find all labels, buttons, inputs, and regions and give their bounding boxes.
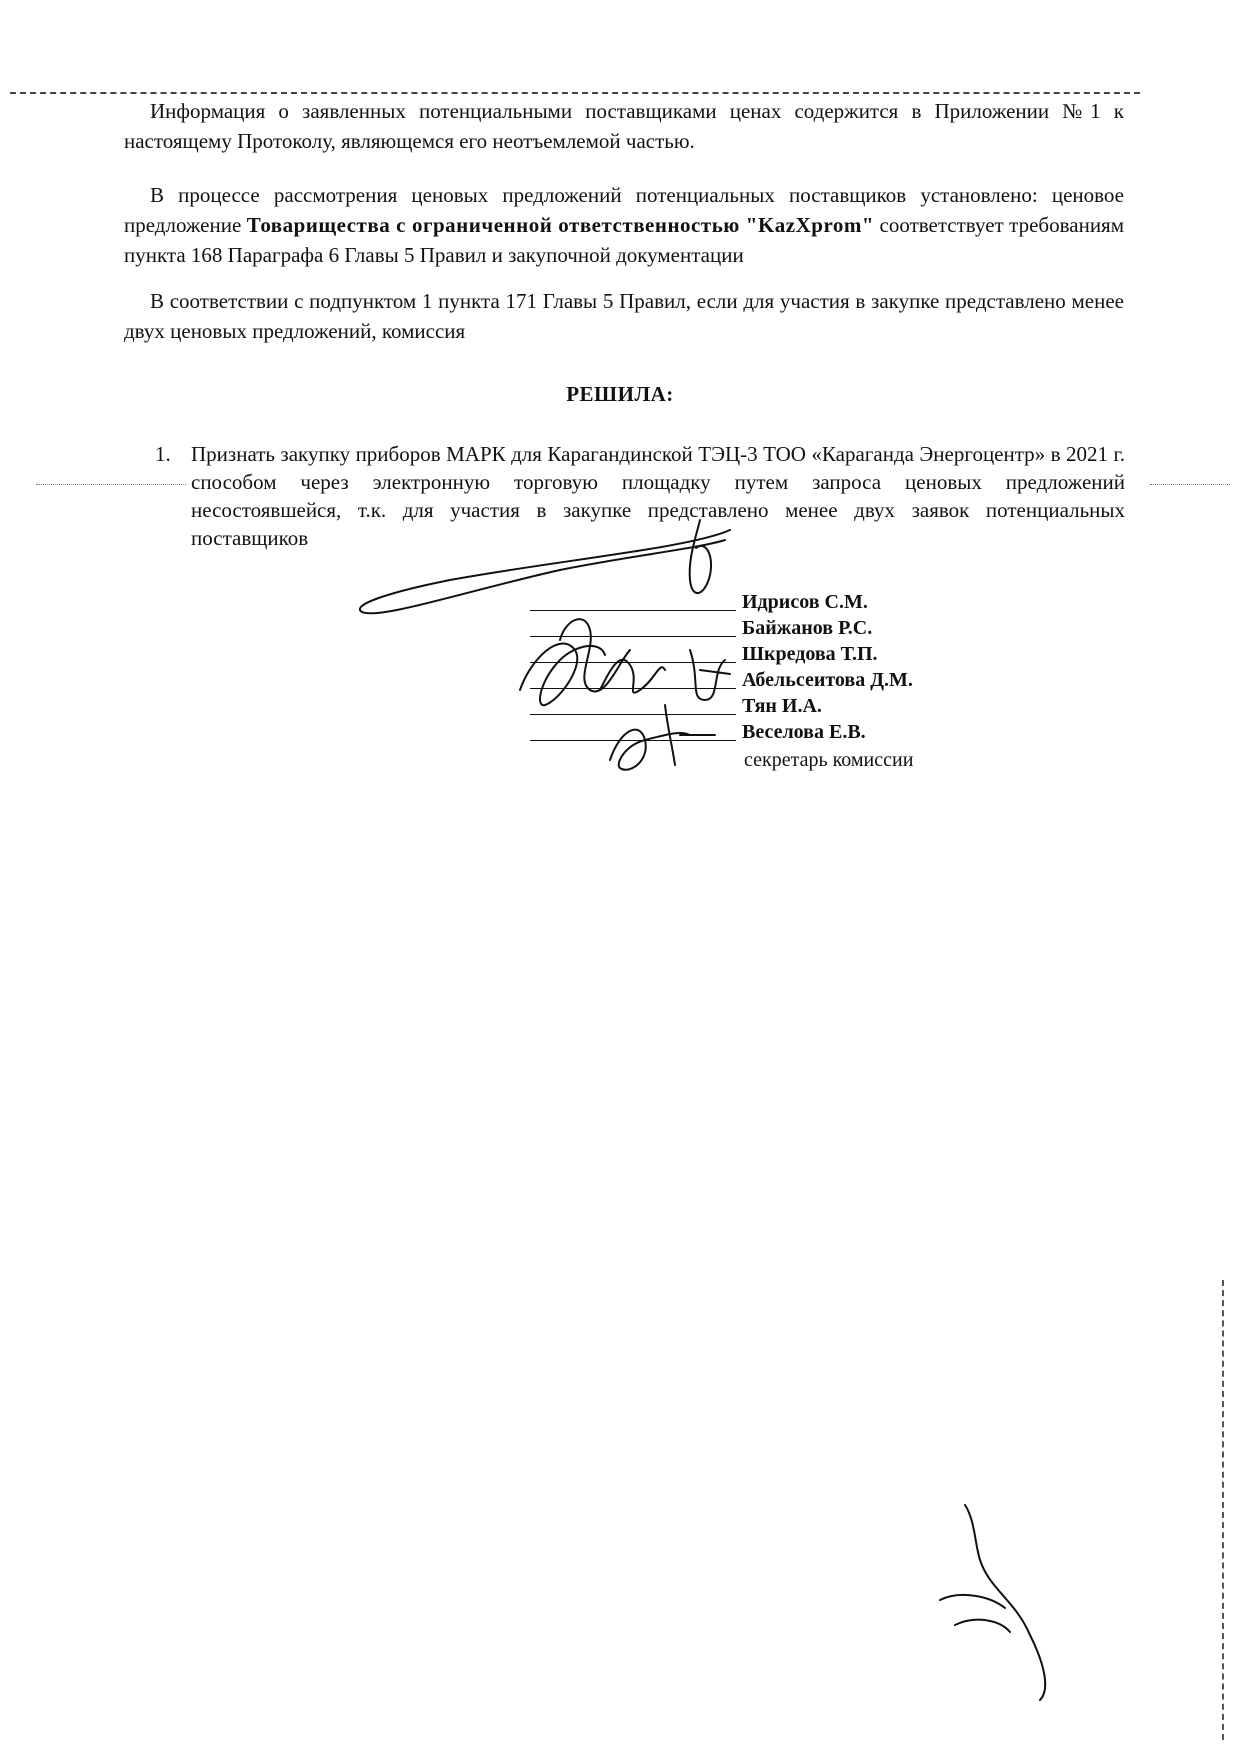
signatory-row: [530, 616, 990, 640]
secretary-role: секретарь комиссии: [744, 749, 914, 771]
paragraph-price-info: Информация о заявленных потенциальными поставщиками ценах содержится в Приложении №1 к настоящему Протоколу, являющемся его неотъемлемой частью.: [124, 99, 1124, 153]
signature-stroke: [940, 1595, 1010, 1632]
signature-line: [530, 714, 736, 715]
decision-number: 1.: [155, 442, 171, 466]
signatory-row: [530, 694, 990, 718]
signatory-row: [530, 642, 990, 666]
signature-line: [530, 688, 736, 689]
scan-artifact-line: [10, 92, 1140, 94]
review-text-after: соответствует требованиям пункта 168 Параграфа 6 Главы 5 Правил и закупочной документации: [124, 213, 1125, 267]
scan-artifact-dots: [1150, 484, 1230, 485]
decision-text: Признать закупку приборов МАРК для Карагандинской ТЭЦ-3 ТОО «Караганда Энергоцентр» в 2021 г. способом через электронную торговую площадку путем запроса ценовых предложений несостоявшейся, т.к. для участия в закупке представлено менее двух заявок потенциальных поставщиков: [191, 442, 1125, 550]
signature-line: [530, 662, 736, 663]
signature-line: [530, 610, 736, 611]
paragraph-rule-reference: В соответствии с подпунктом 1 пункта 171 Главы 5 Правил, если для участия в закупке представлено менее двух ценовых предложений, комиссия: [124, 289, 1124, 343]
signatory-name: Байжанов Р.С.: [742, 617, 873, 639]
decision-heading: РЕШИЛА:: [566, 382, 674, 406]
signatory-row: [530, 668, 990, 692]
signatory-name: Идрисов С.М.: [742, 591, 868, 613]
review-text-before: В процессе рассмотрения ценовых предложений потенциальных поставщиков установлено: ценовое предложение: [124, 183, 1124, 237]
scan-artifact-margin: [1222, 1280, 1224, 1740]
signatory-name: Тян И.А.: [742, 695, 822, 717]
signatory-name: Абельсеитова Д.М.: [742, 669, 913, 691]
signature-line: [530, 740, 736, 741]
supplier-name: Товарищества с ограниченной ответственностью "KazXprom": [246, 213, 875, 237]
scan-artifact-dots: [36, 484, 186, 485]
signatory-row: [530, 720, 990, 744]
signature-stroke: [965, 1505, 1045, 1700]
paragraph-review: [124, 180, 1124, 270]
signatory-row: [530, 590, 990, 614]
signatory-name: Шкредова Т.П.: [742, 643, 878, 665]
signature-line: [530, 636, 736, 637]
signatory-name: Веселова Е.В.: [742, 721, 866, 743]
